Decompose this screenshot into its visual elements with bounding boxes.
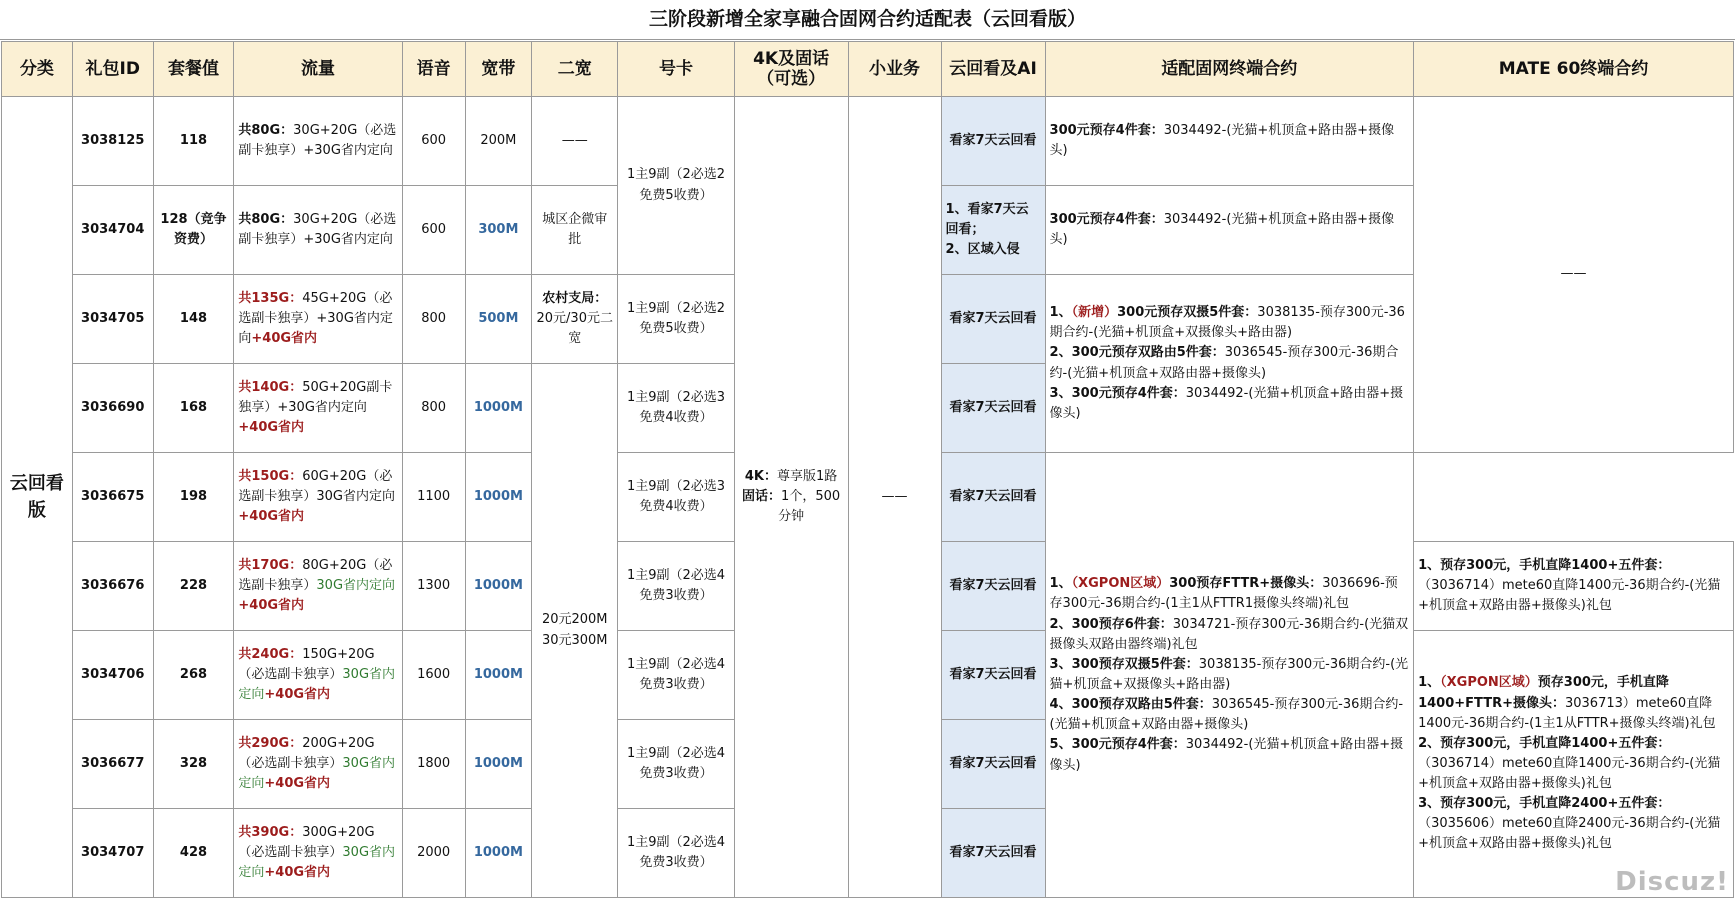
- list-item: [1050, 695, 1410, 735]
- item-num: 2、: [1049, 616, 1072, 632]
- data-green: 30G省内定向: [238, 755, 396, 792]
- cloud-ai: 看家7天云回看: [941, 97, 1045, 186]
- data-detail: 80G+20G（必选副卡独享）: [238, 557, 393, 593]
- cloud-ai: 看家7天云回看: [941, 631, 1045, 720]
- broadband: 1000M: [465, 631, 531, 720]
- item-text: 3036545-预存300元-36期合约-(光猫+机顶盒+双路由器+摄像头): [1049, 697, 1404, 733]
- sim-cards: 1主9副（2必选4免费3收费）: [618, 720, 734, 809]
- fixed-bold: 300元预存4件套：: [1049, 122, 1164, 138]
- item-title: 300元预存4件套：: [1071, 737, 1186, 753]
- sim-cards: 1主9副（2必选3免费4收费）: [618, 364, 734, 453]
- fourk-landline-cell: [734, 97, 848, 898]
- header-4k-landline: 4K及固话（可选）: [734, 42, 848, 97]
- category-cell: 云回看版: [2, 97, 73, 898]
- item-title: 2、预存300元，手机直降1400+五件套：: [1418, 735, 1671, 751]
- data-extra: +40G省内: [238, 509, 305, 525]
- second-bw-text: 20元/30元二宽: [536, 310, 613, 347]
- data-detail: 300G+20G（必选副卡独享）: [238, 824, 375, 860]
- header-fixed-terminal: 适配固网终端合约: [1045, 42, 1414, 97]
- header-data: 流量: [234, 42, 402, 97]
- watermark: Discuz!: [1615, 867, 1729, 897]
- package-id: 3036690: [72, 364, 153, 453]
- broadband: 1000M: [465, 809, 531, 898]
- data-total: 共140G：: [238, 379, 303, 395]
- broadband: 1000M: [465, 364, 531, 453]
- sim-cards: 1主9副（2必选4免费3收费）: [618, 631, 734, 720]
- landline-value: 1个，500分钟: [778, 488, 841, 525]
- data-green: 30G省内定向: [316, 577, 396, 593]
- header-voice: 语音: [402, 42, 465, 97]
- item-num: 1、: [1049, 305, 1072, 321]
- data-cell: [234, 542, 402, 631]
- price: 428: [153, 809, 234, 898]
- fourk-label: 4K：: [744, 468, 777, 484]
- voice: 800: [402, 275, 465, 364]
- item-text: 3034492-(光猫+机顶盒+路由器+摄像头): [1049, 737, 1404, 773]
- broadband: 1000M: [465, 720, 531, 809]
- item-title: 300预存双摄5件套：: [1071, 656, 1199, 672]
- second-bw-line: 20元200M: [541, 612, 608, 628]
- item-num: 3、: [1049, 656, 1072, 672]
- fixed-terminal: [1045, 97, 1414, 186]
- second-bw-line: 30元300M: [541, 632, 608, 648]
- data-detail: 50G+20G副卡独享）+30G省内定向: [238, 379, 393, 415]
- fixed-terminal-group: [1045, 453, 1414, 898]
- mate-title: 1、预存300元，手机直降1400+五件套：: [1418, 557, 1671, 573]
- fixed-bold: 300元预存4件套：: [1049, 211, 1164, 227]
- sim-cards: 1主9副（2必选3免费4收费）: [618, 453, 734, 542]
- item-num: 1、: [1418, 675, 1441, 691]
- package-id: 3034707: [72, 809, 153, 898]
- package-id: 3038125: [72, 97, 153, 186]
- broadband: 200M: [465, 97, 531, 186]
- table-row: [2, 97, 1734, 186]
- price: 228: [153, 542, 234, 631]
- item-tag: （XGPON区域）: [1440, 675, 1538, 691]
- fixed-text: 3034492-(光猫+机顶盒+路由器+摄像头): [1049, 211, 1395, 247]
- header-row: [2, 42, 1734, 97]
- item-text: 3038135-预存300元-36期合约-(光猫+机顶盒+双摄像头+路由器): [1049, 656, 1409, 692]
- list-item: [1050, 655, 1410, 695]
- header-package-id: 礼包ID: [72, 42, 153, 97]
- item-text: 3036545-预存300元-36期合约-(光猫+机顶盒+双路由器+摄像头): [1049, 345, 1399, 381]
- data-green: 30G省内定向: [238, 666, 396, 703]
- sim-cards: 1主9副（2必选4免费3收费）: [618, 809, 734, 898]
- data-total: 共150G：: [238, 468, 303, 484]
- data-extra: +40G省内: [264, 687, 331, 703]
- cloud-ai: 看家7天云回看: [941, 720, 1045, 809]
- item-text: 3036713）mete60直降1400元-36期合约-(1主1从FTTR+摄像头终端)礼包: [1418, 695, 1716, 731]
- sim-cards: 1主9副（2必选2免费5收费）: [618, 275, 734, 364]
- sim-cards: 1主9副（2必选2免费5收费）: [618, 97, 734, 275]
- voice: 1100: [402, 453, 465, 542]
- list-item: [1418, 673, 1729, 733]
- data-total: 共240G：: [238, 646, 303, 662]
- data-cell: [234, 97, 402, 186]
- voice: 2000: [402, 809, 465, 898]
- data-extra: +40G省内: [251, 331, 318, 347]
- data-extra: +40G省内: [264, 776, 331, 792]
- header-cloud-ai: 云回看及AI: [941, 42, 1045, 97]
- header-price: 套餐值: [153, 42, 234, 97]
- item-title: 300预存双路由5件套：: [1071, 697, 1212, 713]
- data-cell: [234, 720, 402, 809]
- voice: 1800: [402, 720, 465, 809]
- voice: 600: [402, 97, 465, 186]
- price: 148: [153, 275, 234, 364]
- data-total: 共390G：: [238, 824, 303, 840]
- cloud-ai: 看家7天云回看: [941, 453, 1045, 542]
- header-second-broadband: 二宽: [532, 42, 618, 97]
- cloud-ai: 看家7天云回看: [941, 364, 1045, 453]
- cloud-ai-line: 2、区域入侵: [945, 242, 1020, 258]
- header-category: 分类: [2, 42, 73, 97]
- data-cell: [234, 453, 402, 542]
- package-id: 3034706: [72, 631, 153, 720]
- second-broadband: 城区企微审批: [532, 186, 618, 275]
- cloud-ai: 看家7天云回看: [941, 809, 1045, 898]
- item-title: 300预存6件套：: [1071, 616, 1173, 632]
- price: 198: [153, 453, 234, 542]
- package-id: 3036677: [72, 720, 153, 809]
- data-cell: [234, 631, 402, 720]
- data-extra: +40G省内: [238, 598, 305, 614]
- data-cell: [234, 809, 402, 898]
- landline-label: 固话：: [742, 488, 782, 504]
- list-item: [1050, 343, 1410, 383]
- price: 328: [153, 720, 234, 809]
- price: 118: [153, 97, 234, 186]
- data-green: 30G省内定向: [238, 844, 396, 881]
- item-num: 1、: [1049, 576, 1072, 592]
- item-title: 300元预存4件套：: [1071, 385, 1186, 401]
- data-total: 共80G：: [238, 211, 294, 227]
- package-id: 3034705: [72, 275, 153, 364]
- package-id: 3036675: [72, 453, 153, 542]
- voice: 800: [402, 364, 465, 453]
- voice: 1300: [402, 542, 465, 631]
- header-mate60: MATE 60终端合约: [1414, 42, 1734, 97]
- cloud-ai: 看家7天云回看: [941, 542, 1045, 631]
- data-cell: [234, 364, 402, 453]
- cloud-ai-line: 1、看家7天云回看；: [945, 201, 1029, 237]
- data-detail: 45G+20G（必选副卡独享）+30G省内定向: [238, 290, 393, 347]
- item-num: 3、: [1049, 385, 1072, 401]
- price: 128（竞争资费）: [153, 186, 234, 275]
- item-text: （3035606）mete60直降2400元-36期合约-(光猫+机顶盒+双路由器+摄像头)礼包: [1418, 816, 1721, 852]
- list-item: [1050, 303, 1410, 343]
- mate60-cell: [1414, 542, 1734, 631]
- fourk-value: 尊享版1路: [777, 468, 838, 484]
- item-text: 3036696-预存300元-36期合约-(1主1从FTTR1摄像头终端)礼包: [1049, 576, 1398, 612]
- second-bw-bold: 农村支局：: [542, 290, 608, 306]
- cloud-ai: 看家7天云回看: [941, 275, 1045, 364]
- data-total: 共290G：: [238, 735, 303, 751]
- price: 268: [153, 631, 234, 720]
- cloud-ai: [941, 186, 1045, 275]
- header-small-business: 小业务: [848, 42, 941, 97]
- item-title: 300元预存双摄5件套：: [1117, 305, 1258, 321]
- voice: 600: [402, 186, 465, 275]
- data-total: 共135G：: [238, 290, 303, 306]
- fixed-text: 3034492-(光猫+机顶盒+路由器+摄像头): [1049, 122, 1395, 158]
- broadband: 1000M: [465, 453, 531, 542]
- price: 168: [153, 364, 234, 453]
- item-tag: （新增）: [1071, 305, 1118, 321]
- list-item: [1418, 734, 1729, 794]
- item-num: 4、: [1049, 697, 1072, 713]
- list-item: [1418, 794, 1729, 854]
- item-text: 3034492-(光猫+机顶盒+路由器+摄像头): [1049, 385, 1404, 421]
- list-item: [1050, 615, 1410, 655]
- mate60-empty: ——: [1414, 97, 1734, 453]
- data-cell: [234, 186, 402, 275]
- item-num: 2、: [1049, 345, 1072, 361]
- broadband: 1000M: [465, 542, 531, 631]
- data-detail: 30G+20G（必选副卡独享）+30G省内定向: [238, 211, 397, 247]
- package-id: 3036676: [72, 542, 153, 631]
- item-title: 预存300元，手机直降1400+FTTR+摄像头：: [1418, 675, 1669, 711]
- broadband: 300M: [465, 186, 531, 275]
- data-extra: +40G省内: [264, 865, 331, 881]
- data-detail: 200G+20G（必选副卡独享）: [238, 735, 375, 771]
- fixed-terminal: [1045, 186, 1414, 275]
- data-extra: +40G省内: [238, 420, 305, 436]
- list-item: [1050, 384, 1410, 424]
- header-sim-cards: 号卡: [618, 42, 734, 97]
- item-tag: （XGPON区域）: [1071, 576, 1170, 592]
- package-id: 3034704: [72, 186, 153, 275]
- second-broadband: [532, 364, 618, 898]
- data-detail: 30G+20G（必选副卡独享）+30G省内定向: [238, 122, 397, 158]
- second-broadband: ——: [532, 97, 618, 186]
- sim-cards: 1主9副（2必选4免费3收费）: [618, 542, 734, 631]
- voice: 1600: [402, 631, 465, 720]
- broadband: 500M: [465, 275, 531, 364]
- data-total: 共170G：: [238, 557, 303, 573]
- item-title: 300元预存双路由5件套：: [1071, 345, 1225, 361]
- data-detail: 60G+20G（必选副卡独享）30G省内定向: [238, 468, 396, 504]
- fixed-terminal-group: [1045, 275, 1414, 453]
- item-num: 5、: [1049, 737, 1072, 753]
- item-title: 3、预存300元，手机直降2400+五件套：: [1418, 796, 1671, 812]
- data-cell: [234, 275, 402, 364]
- header-broadband: 宽带: [465, 42, 531, 97]
- second-broadband: [532, 275, 618, 364]
- mate-text: （3036714）mete60直降1400元-36期合约-(光猫+机顶盒+双路由器+摄像头)礼包: [1418, 577, 1721, 614]
- small-business: ——: [848, 97, 941, 898]
- item-text: 3038135-预存300元-36期合约-(光猫+机顶盒+双摄像头+路由器): [1049, 305, 1405, 341]
- adaptation-table: [1, 41, 1734, 898]
- page-title: 三阶段新增全家享融合固网合约适配表（云回看版）: [0, 0, 1735, 40]
- data-total: 共80G：: [238, 122, 294, 138]
- mate60-group: [1414, 631, 1734, 898]
- item-title: 300预存FTTR+摄像头：: [1169, 576, 1323, 592]
- item-text: （3036714）mete60直降1400元-36期合约-(光猫+机顶盒+双路由器+摄像头)礼包: [1418, 755, 1721, 792]
- list-item: [1050, 735, 1410, 775]
- data-detail: 150G+20G（必选副卡独享）: [238, 646, 375, 682]
- list-item: [1050, 574, 1410, 614]
- item-text: 3034721-预存300元-36期合约-(光猫双摄像头双路由器终端)礼包: [1049, 616, 1409, 652]
